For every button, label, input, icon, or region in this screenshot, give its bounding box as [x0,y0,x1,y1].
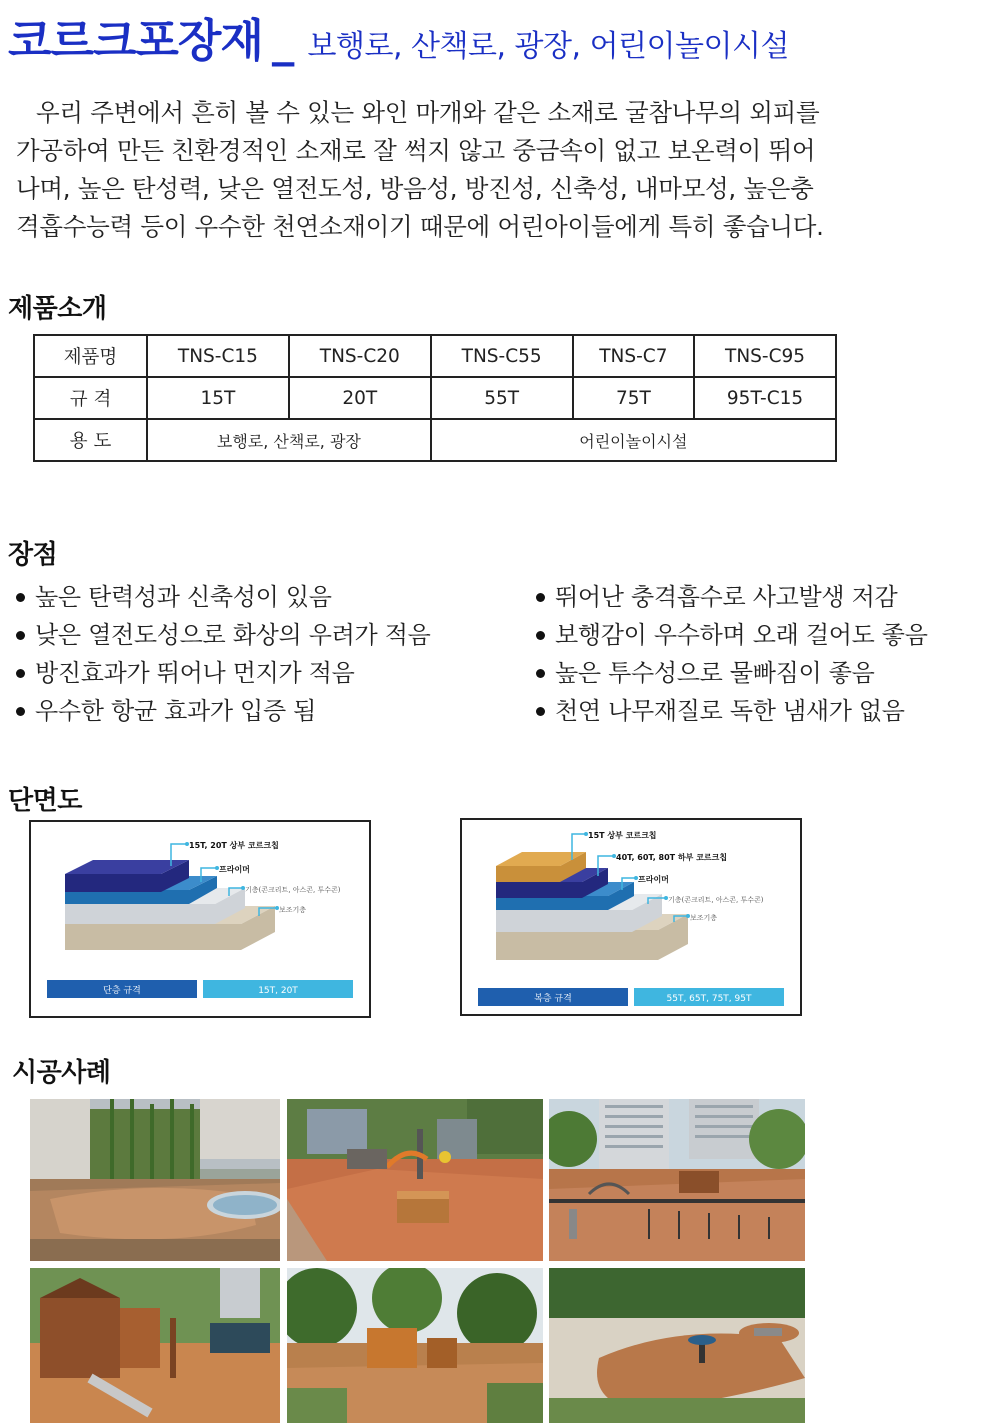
advantages-heading: 장점 [8,540,58,570]
product-heading: 제품소개 [8,294,107,324]
label-base: 기층(콘크리트, 아스콘, 투수콘) [245,886,341,894]
bullet-icon [536,669,545,678]
case-photo-plaza [287,1099,543,1261]
list-item [536,654,928,692]
label-base: 기층(콘크리트, 아스콘, 투수콘) [668,896,764,904]
list-item [16,654,430,692]
row-label-name: 제품명 [34,335,147,377]
single-layer-diagram [29,820,371,1018]
list-item-text: 높은 투수성으로 물빠짐이 좋음 [555,659,875,687]
label-primer: 프라이머 [638,875,669,884]
double-layer-diagram [460,818,802,1016]
list-item [16,692,430,730]
intro-line: 가공하여 만든 친환경적인 소재로 잘 썩지 않고 중금속이 없고 보온력이 뛰어 [16,136,816,165]
list-item-text: 낮은 열전도성으로 화상의 우려가 적음 [35,621,431,649]
intro-line: 격흡수능력 등이 우수한 천연소재이기 때문에 어린아이들에게 특히 좋습니다. [16,212,824,241]
label-primer: 프라이머 [219,865,250,874]
title-main: 코르크포장재 [8,14,263,67]
table-cell: TNS-C7 [573,335,694,377]
table-cell: TNS-C20 [289,335,431,377]
intro-paragraph [16,94,976,246]
bullet-icon [16,593,25,602]
label-top-chip: 15T, 20T 상부 코르크칩 [189,841,279,850]
page-title [8,4,789,67]
label-lower-chip: 40T, 60T, 80T 하부 코르크칩 [616,853,728,862]
list-item [16,578,430,616]
case-photo-garden-path [549,1268,805,1423]
table-cell: 95T-C15 [694,377,836,419]
row-label-spec: 규 격 [34,377,147,419]
product-table [33,334,837,462]
intro-line: 우리 주변에서 흔히 볼 수 있는 와인 마개와 같은 소재로 굴참나무의 외피를 [36,98,820,127]
table-cell: TNS-C95 [694,335,836,377]
table-cell: 15T [147,377,289,419]
bar-right-label: 55T, 65T, 75T, 95T [666,994,752,1004]
bullet-icon [16,631,25,640]
table-cell: 어린이놀이시설 [431,419,836,461]
label-upper-chip: 15T 상부 코르크칩 [588,831,657,840]
bar-left-label: 단층 규격 [103,986,141,996]
case-photo-park [287,1268,543,1423]
advantages-left-list [16,578,430,730]
list-item [536,578,928,616]
list-item [536,692,928,730]
section-heading: 단면도 [8,786,82,816]
table-row [34,377,836,419]
list-item [16,616,430,654]
list-item-text: 우수한 항균 효과가 입증 됨 [35,697,317,725]
list-item-text: 높은 탄력성과 신축성이 있음 [35,583,332,611]
list-item-text: 방진효과가 뛰어나 먼지가 적음 [35,659,355,687]
table-row [34,419,836,461]
list-item-text: 뛰어난 충격흡수로 사고발생 저감 [555,583,898,611]
table-cell: 55T [431,377,573,419]
cases-heading: 시공사례 [12,1058,111,1088]
list-item [536,616,928,654]
advantages-right-list [536,578,928,730]
bullet-icon [16,707,25,716]
case-photo-courtyard [30,1099,280,1261]
table-row [34,335,836,377]
case-photo-apartment [549,1099,805,1261]
intro-line: 나며, 높은 탄성력, 낮은 열전도성, 방음성, 방진성, 신축성, 내마모성, 높은충 [16,174,814,203]
bar-right-label: 15T, 20T [258,986,298,996]
list-item-text: 보행감이 우수하며 오래 걸어도 좋음 [555,621,928,649]
title-subtitle: 보행로, 산책로, 광장, 어린이놀이시설 [307,29,789,64]
row-label-use: 용 도 [34,419,147,461]
case-photo-wooden-play [30,1268,280,1423]
bullet-icon [536,707,545,716]
table-cell: TNS-C55 [431,335,573,377]
list-item-text: 천연 나무재질로 독한 냄새가 없음 [555,697,905,725]
label-subbase: 보조기층 [279,906,307,914]
table-cell: 75T [573,377,694,419]
bullet-icon [16,669,25,678]
label-subbase: 보조기층 [690,914,718,922]
bullet-icon [536,593,545,602]
table-cell: TNS-C15 [147,335,289,377]
table-cell: 보행로, 산책로, 광장 [147,419,431,461]
bar-left-label: 복층 규격 [534,994,572,1004]
title-separator: _ [271,14,295,67]
table-cell: 20T [289,377,431,419]
bullet-icon [536,631,545,640]
